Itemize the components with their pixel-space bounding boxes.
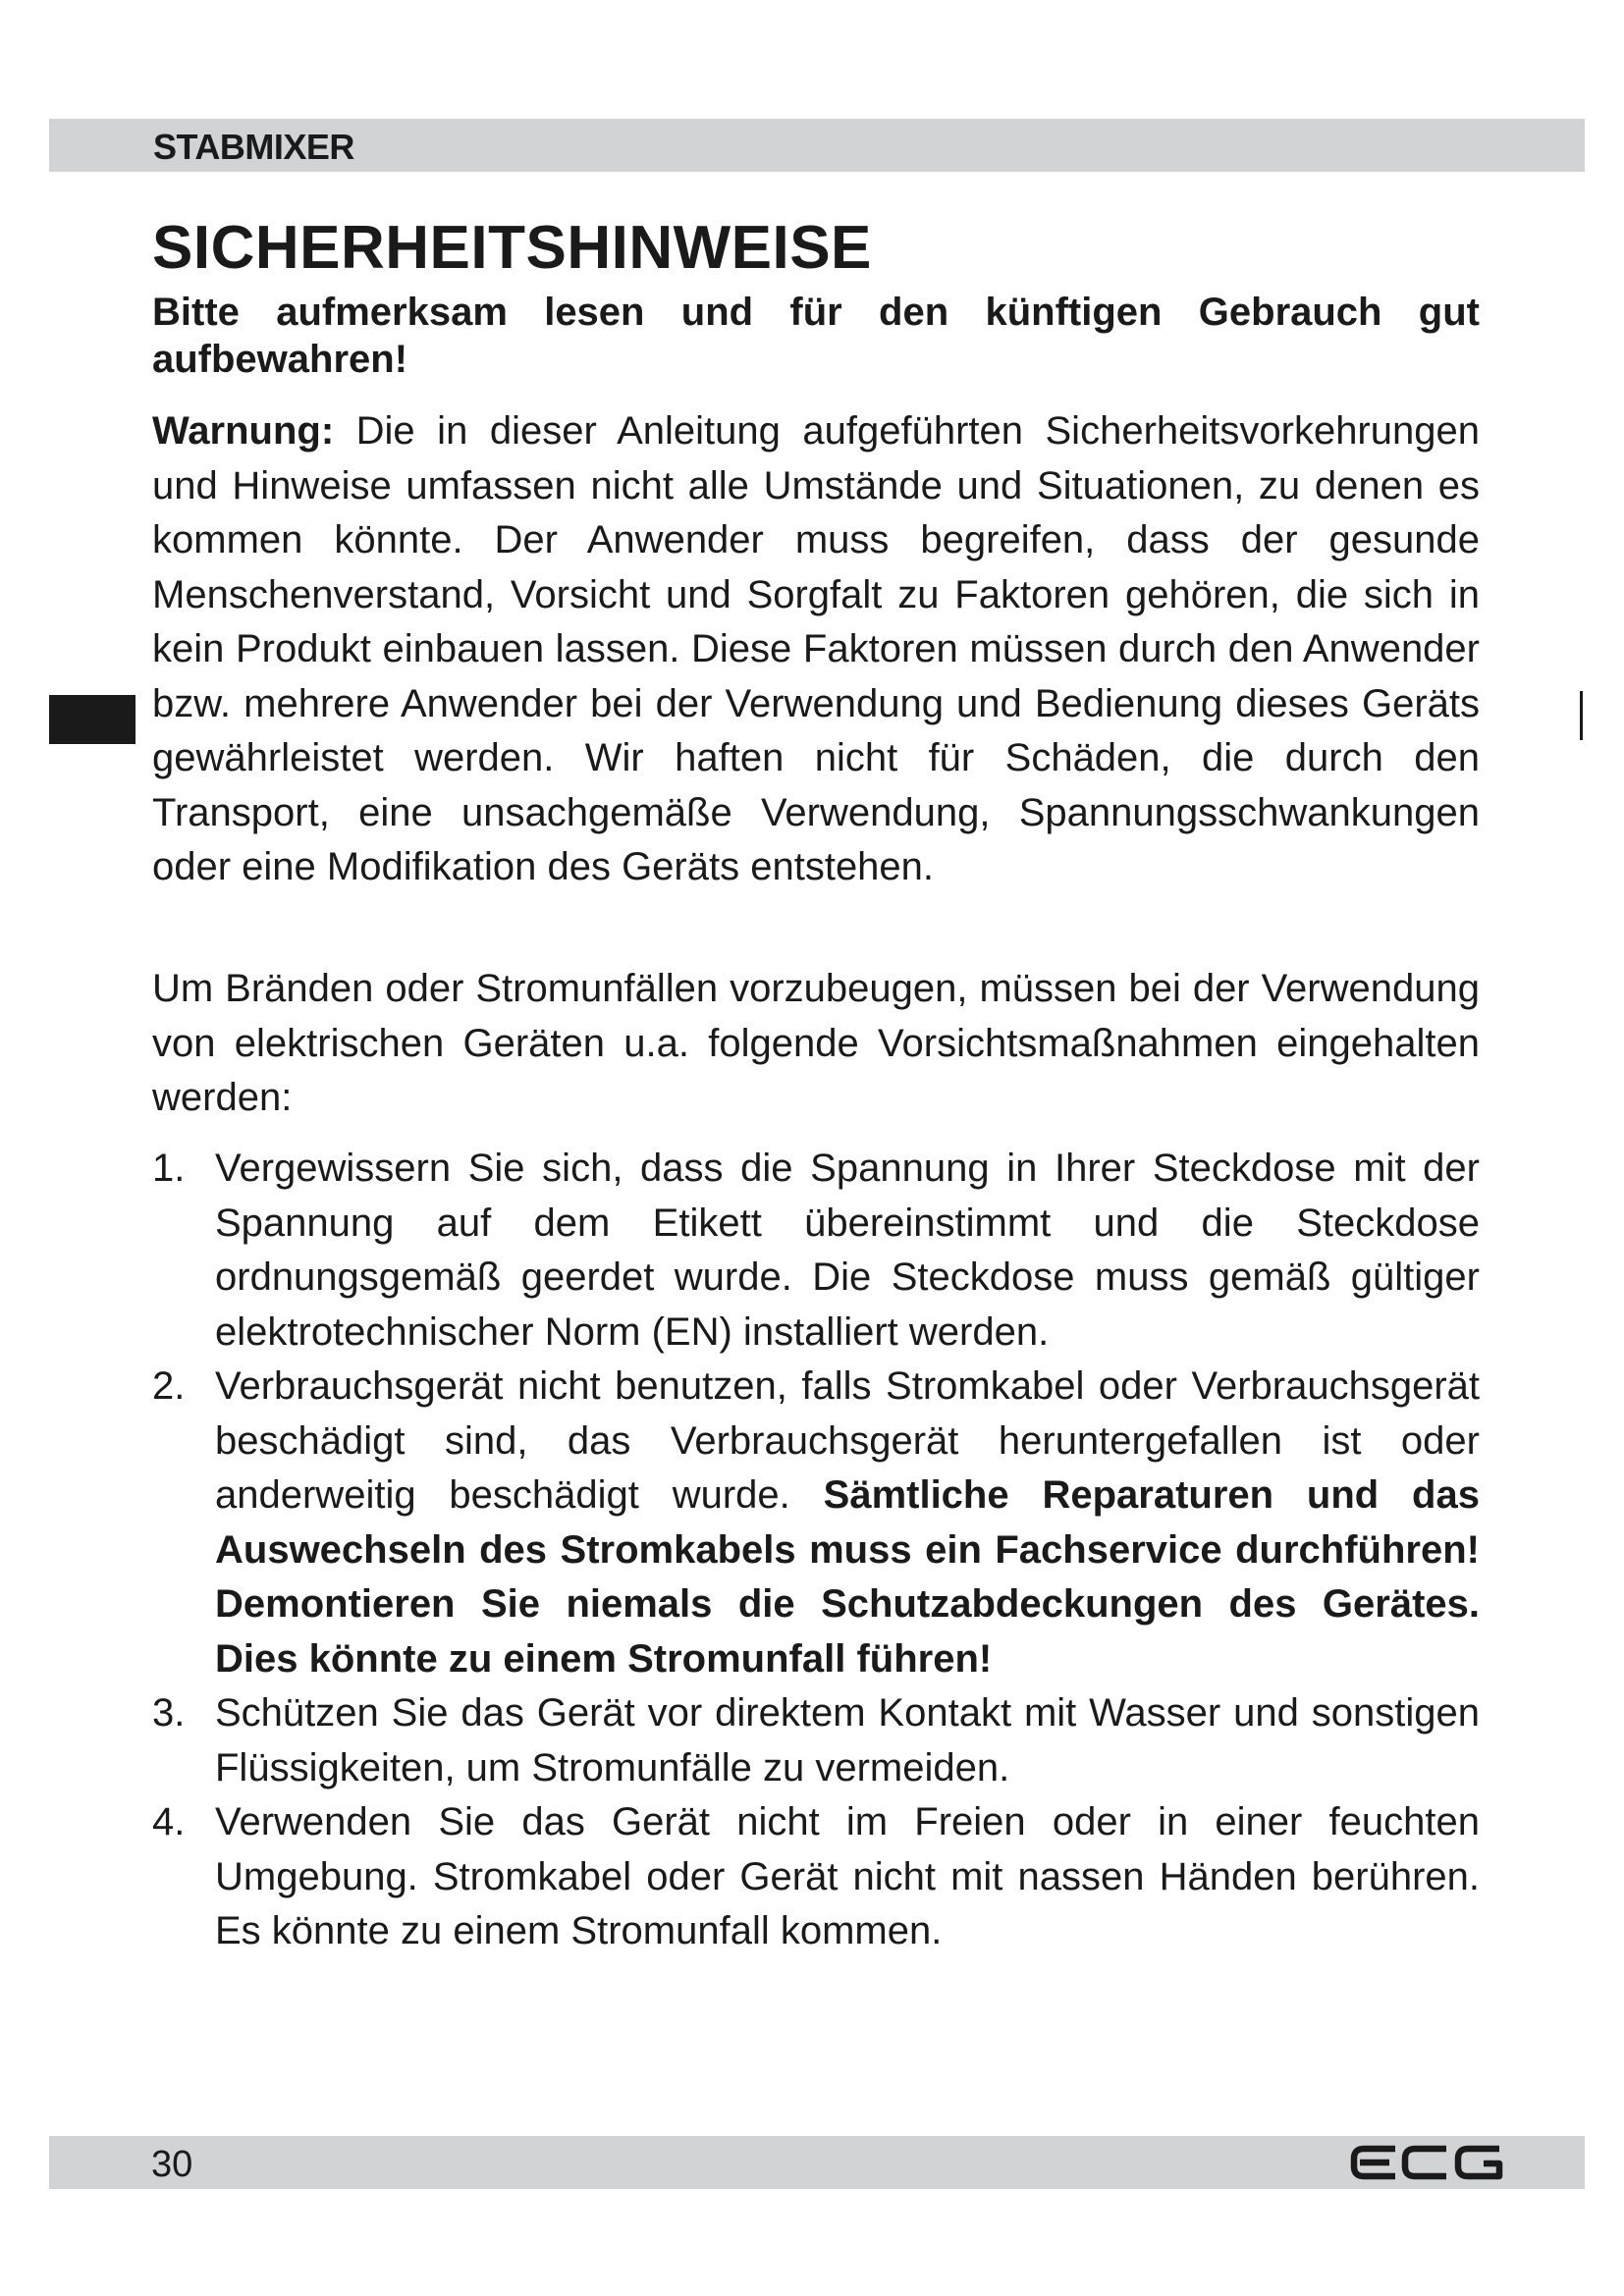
page-number: 30 <box>151 2144 193 2185</box>
warning-text: Die in dieser Anleitung aufgeführten Sicherheitsvorkehrungen und Hinweise umfassen nicht alle Umstände und Situationen, zu denen es kommen könnte. Der Anwender muss begreifen, dass der gesunde Menschenverstand, Vorsicht und Sorgfalt zu Faktoren gehören, die sich in kein Produkt einbauen lassen. Diese Faktoren müssen durch den Anwender bzw. mehrere Anwender bei der Verwendung und Bedienung dieses Geräts gewährleistet werden. Wir haften nicht für Schäden, die durch den Transport, eine unsachgemäße Verwendung, Spannungsschwankungen oder eine Modifikation des Geräts entstehen. <box>152 409 1480 888</box>
section-label: STABMIXER <box>153 127 354 167</box>
list-item <box>152 1142 1480 1360</box>
list-item-number: 2. <box>152 1364 186 1408</box>
list-item-text: Verwenden Sie das Gerät nicht im Freien oder in einer feuchten Umgebung. Stromkabel oder Gerät nicht mit nassen Händen berühren. Es könnte zu einem Stromunfall kommen. <box>215 1800 1480 1952</box>
safety-list <box>152 1142 1480 1959</box>
intro-paragraph: Um Bränden oder Stromunfällen vorzubeugen, müssen bei der Verwendung von elektrischen Geräten u.a. folgende Vorsichtsmaßnahmen eingehalten werden: <box>152 967 1480 1119</box>
warning-paragraph <box>152 404 1480 895</box>
list-item-number: 3. <box>152 1691 186 1735</box>
change-bar <box>1580 691 1583 740</box>
page-title: SICHERHEITSHINWEISE <box>152 214 872 282</box>
header-bar <box>49 119 1585 172</box>
list-item <box>152 1686 1480 1795</box>
list-item-number: 4. <box>152 1800 186 1843</box>
warning-label: Warnung: <box>152 409 335 453</box>
list-item-text: Schützen Sie das Gerät vor direktem Kontakt mit Wasser und sonstigen Flüssigkeiten, um Stromunfälle zu vermeiden. <box>215 1691 1480 1789</box>
footer-bar <box>49 2136 1585 2189</box>
list-item-text: Verbrauchsgerät nicht benutzen, falls Stromkabel oder Verbrauchsgerät beschädigt sind, das Verbrauchsgerät heruntergefallen ist oder anderweitig beschädigt wurde. <box>215 1364 1480 1517</box>
language-tab-marker <box>49 695 135 744</box>
list-item <box>152 1795 1480 1959</box>
ecg-logo <box>1350 2145 1507 2180</box>
list-item-bold-note: Sämtliche Reparaturen und das Auswechseln des Stromkabels muss ein Fachservice durchführen! Demontieren Sie niemals die Schutzabdeckungen des Gerätes. Dies könnte zu einem Stromunfall führen! <box>215 1473 1480 1681</box>
list-item <box>152 1360 1480 1686</box>
subtitle: Bitte aufmerksam lesen und für den künftigen Gebrauch gut aufbewahren! <box>152 291 1480 381</box>
list-item-text: Vergewissern Sie sich, dass die Spannung in Ihrer Steckdose mit der Spannung auf dem Etikett übereinstimmt und die Steckdose ordnungsgemäß geerdet wurde. Die Steckdose muss gemäß gültiger elektrotechnischer Norm (EN) installiert werden. <box>215 1147 1480 1354</box>
list-item-number: 1. <box>152 1147 186 1190</box>
